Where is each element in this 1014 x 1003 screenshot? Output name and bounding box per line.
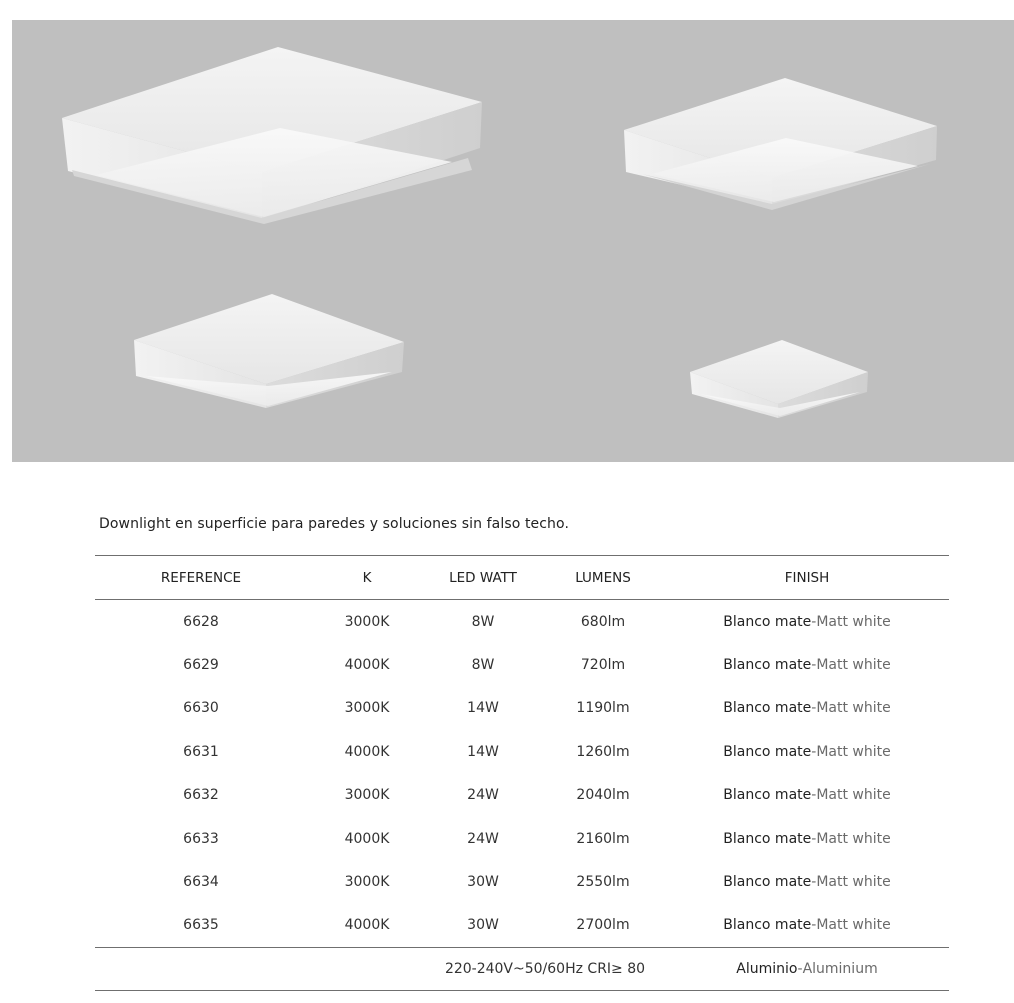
cell-k: 3000K <box>344 787 390 804</box>
table-row <box>95 774 949 817</box>
finish-sep: - <box>811 657 817 674</box>
cell-k: 3000K <box>344 613 390 630</box>
cell-reference: 6632 <box>183 787 219 804</box>
cell-finish <box>687 730 927 773</box>
material-es: Aluminio <box>736 961 798 978</box>
cell-finish <box>687 817 927 860</box>
finish-es: Blanco mate <box>723 830 812 847</box>
finish-sep: - <box>811 787 817 804</box>
finish-sep: - <box>811 874 817 891</box>
finish-sep: - <box>811 917 817 934</box>
finish-es: Blanco mate <box>723 657 812 674</box>
finish-es: Blanco mate <box>723 613 812 630</box>
table-row <box>95 904 949 947</box>
cell-k: 4000K <box>344 657 390 674</box>
finish-sep: - <box>811 613 817 630</box>
cell-finish <box>687 600 927 643</box>
finish-en: Matt white <box>816 787 891 804</box>
cell-watt: 24W <box>467 787 499 804</box>
cell-reference: 6628 <box>183 613 219 630</box>
cell-reference: 6633 <box>183 830 219 847</box>
cell-finish <box>687 860 927 903</box>
finish-es: Blanco mate <box>723 743 812 760</box>
table-row <box>95 600 949 643</box>
table-row <box>95 643 949 686</box>
cell-watt: 24W <box>467 830 499 847</box>
finish-es: Blanco mate <box>723 917 812 934</box>
finish-es: Blanco mate <box>723 874 812 891</box>
cell-lumens: 1190lm <box>576 700 630 717</box>
material-en: Aluminium <box>802 961 878 978</box>
downlight-small <box>690 340 868 418</box>
downlight-large <box>62 47 482 224</box>
cell-finish <box>687 904 927 947</box>
header-led-watt: LED WATT <box>449 569 517 586</box>
cell-finish <box>687 643 927 686</box>
cell-watt: 14W <box>467 700 499 717</box>
table-header-row <box>95 556 949 599</box>
finish-sep: - <box>811 830 817 847</box>
header-lumens: LUMENS <box>575 569 631 586</box>
table-row <box>95 817 949 860</box>
material-sep: - <box>797 961 803 978</box>
table-row <box>95 730 949 773</box>
finish-sep: - <box>811 700 817 717</box>
cell-finish <box>687 687 927 730</box>
cell-lumens: 680lm <box>580 613 626 630</box>
finish-en: Matt white <box>816 657 891 674</box>
finish-en: Matt white <box>816 613 891 630</box>
finish-es: Blanco mate <box>723 700 812 717</box>
cell-watt: 14W <box>467 743 499 760</box>
cell-watt: 8W <box>471 613 495 630</box>
finish-en: Matt white <box>816 700 891 717</box>
header-reference: REFERENCE <box>160 569 242 586</box>
table-bottom-rule <box>95 990 949 991</box>
product-description: Downlight en superficie para paredes y soluciones sin falso techo. <box>99 516 569 532</box>
specs-table <box>95 555 949 991</box>
cell-lumens: 2160lm <box>576 830 630 847</box>
cell-lumens: 720lm <box>580 657 626 674</box>
cell-lumens: 1260lm <box>576 743 630 760</box>
finish-en: Matt white <box>816 830 891 847</box>
cell-reference: 6635 <box>183 917 219 934</box>
cell-finish <box>687 774 927 817</box>
cell-watt: 30W <box>467 874 499 891</box>
downlight-medium <box>624 78 937 210</box>
material <box>687 948 927 990</box>
cell-k: 4000K <box>344 743 390 760</box>
header-finish: FINISH <box>784 569 830 586</box>
table-row <box>95 687 949 730</box>
cell-watt: 30W <box>467 917 499 934</box>
cell-lumens: 2700lm <box>576 917 630 934</box>
cell-lumens: 2040lm <box>576 787 630 804</box>
header-k: K <box>362 569 372 586</box>
cell-k: 4000K <box>344 917 390 934</box>
finish-es: Blanco mate <box>723 787 812 804</box>
cell-k: 4000K <box>344 830 390 847</box>
finish-en: Matt white <box>816 917 891 934</box>
cell-watt: 8W <box>471 657 495 674</box>
finish-en: Matt white <box>816 743 891 760</box>
electrical-spec: 220-240V~50/60Hz CRI≥ 80 <box>444 961 646 978</box>
product-image <box>12 20 1014 462</box>
cell-k: 3000K <box>344 874 390 891</box>
finish-sep: - <box>811 743 817 760</box>
cell-reference: 6629 <box>183 657 219 674</box>
cell-k: 3000K <box>344 700 390 717</box>
cell-reference: 6630 <box>183 700 219 717</box>
downlight-small-medium <box>134 294 404 408</box>
cell-reference: 6634 <box>183 874 219 891</box>
finish-en: Matt white <box>816 874 891 891</box>
cell-lumens: 2550lm <box>576 874 630 891</box>
table-footer-row <box>95 948 949 990</box>
table-row <box>95 860 949 903</box>
downlights-illustration <box>12 20 1014 462</box>
cell-reference: 6631 <box>183 743 219 760</box>
